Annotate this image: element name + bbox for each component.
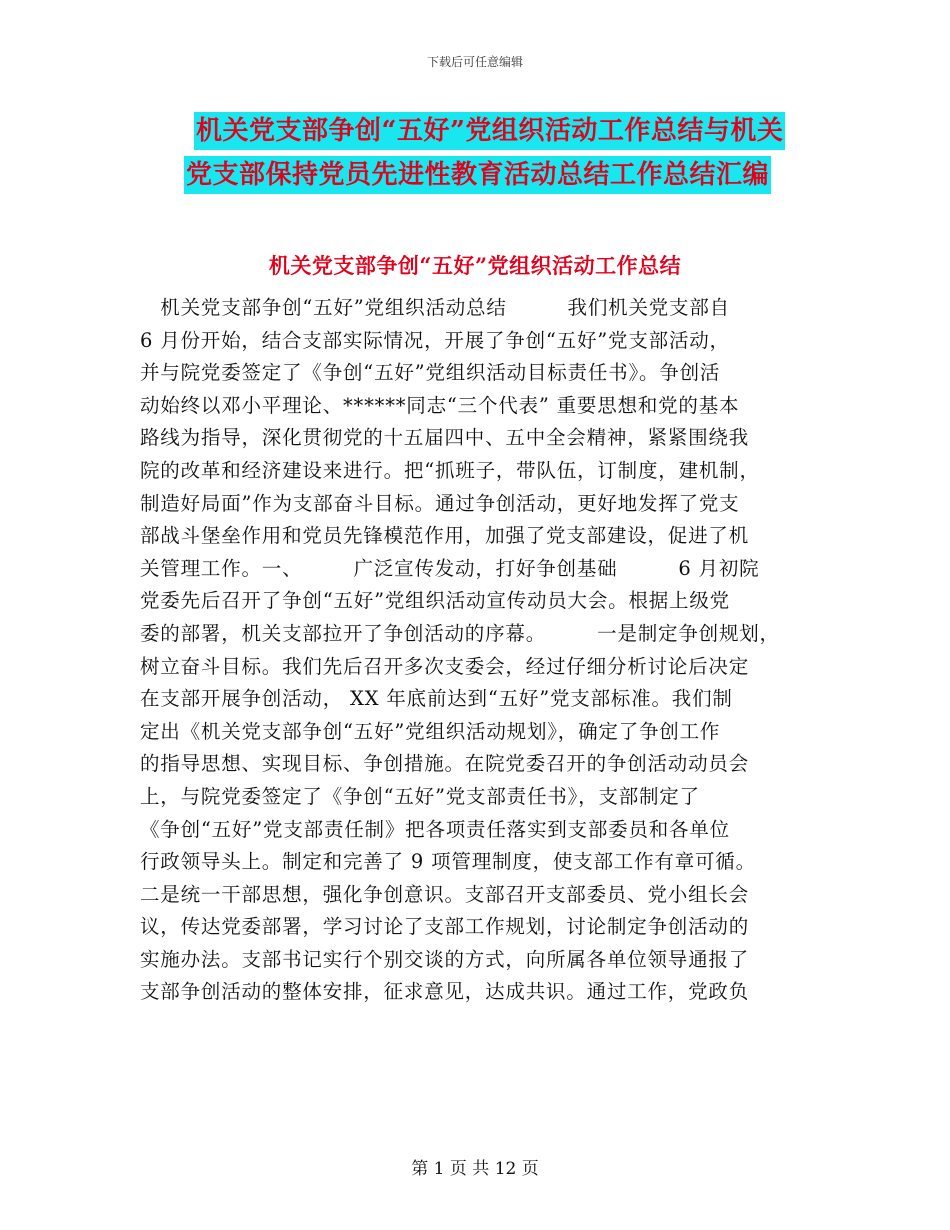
body-line: 动始终以邓小平理论、******同志“三个代表” 重要思想和党的基本: [140, 393, 740, 417]
body-line: 的指导思想、实现目标、争创措施。在院党委召开的争创活动动员会: [140, 752, 750, 776]
body-line: 实施办法。支部书记实行个别交谈的方式，向所属各单位领导通报了: [140, 947, 750, 971]
body-line: 并与院党委签定了《争创“五好”党组织活动目标责任书》。争创活: [140, 361, 721, 385]
header-note: 下载后可任意编辑: [426, 55, 523, 69]
body-line: 支部争创活动的整体安排，征求意见，达成共识。通过工作，党政负: [140, 980, 750, 1004]
body-line: 制造好局面”作为支部奋斗目标。通过争创活动，更好地发挥了党支: [140, 491, 740, 515]
body-line: 部战斗堡垒作用和党员先锋模范作用，加强了党支部建设，促进了机: [140, 524, 750, 548]
body-line: 院的改革和经济建设来进行。把“抓班子，带队伍，订制度，建机制，: [140, 458, 760, 482]
body-line: 二是统一干部思想，强化争创意识。支部召开支部委员、党小组长会: [140, 882, 750, 906]
body-line: 关管理工作。一、 广泛宣传发动，打好争创基础 6 月初院: [140, 556, 760, 580]
body-line: 树立奋斗目标。我们先后召开多次支委会，经过仔细分析讨论后决定: [140, 654, 750, 678]
body-line: 议，传达党委部署，学习讨论了支部工作规划，讨论制定争创活动的: [140, 915, 750, 939]
body-line: 机关党支部争创“五好”党组织活动总结 我们机关党支部自: [140, 296, 730, 319]
body-line: 委的部署，机关支部拉开了争创活动的序幕。 一是制定争创规划，: [140, 621, 780, 645]
body-line: 上，与院党委签定了《争创“五好”党支部责任书》，支部制定了: [140, 784, 700, 808]
body-line: 定出《机关党支部争创“五好”党组织活动规划》，确定了争创工作: [140, 719, 721, 743]
main-title-line-2: 党支部保持党员先进性教育活动总结工作总结汇编: [184, 156, 771, 194]
body-line: 行政领导头上。制定和完善了 9 项管理制度，使支部工作有章可循。: [140, 850, 756, 874]
section-title: 机关党支部争创“五好”党组织活动工作总结: [268, 253, 682, 278]
body-line: 党委先后召开了争创“五好”党组织活动宣传动员大会。根据上级党: [140, 589, 730, 613]
body-text: [140, 292, 820, 1009]
body-line: 路线为指导，深化贯彻党的十五届四中、五中全会精神，紧紧围绕我: [140, 426, 750, 450]
body-line: 在支部开展争创活动， XX 年底前达到“五好”党支部标准。我们制: [140, 687, 733, 711]
page-footer: 第 1 页 共 12 页: [411, 1159, 539, 1179]
body-line: 6 月份开始，结合支部实际情况，开展了争创“五好”党支部活动，: [140, 328, 730, 352]
main-title-line-1: 机关党支部争创“五好”党组织活动工作总结与机关: [194, 112, 785, 150]
body-line: 《争创“五好”党支部责任制》把各项责任落实到支部委员和各单位: [140, 817, 730, 841]
